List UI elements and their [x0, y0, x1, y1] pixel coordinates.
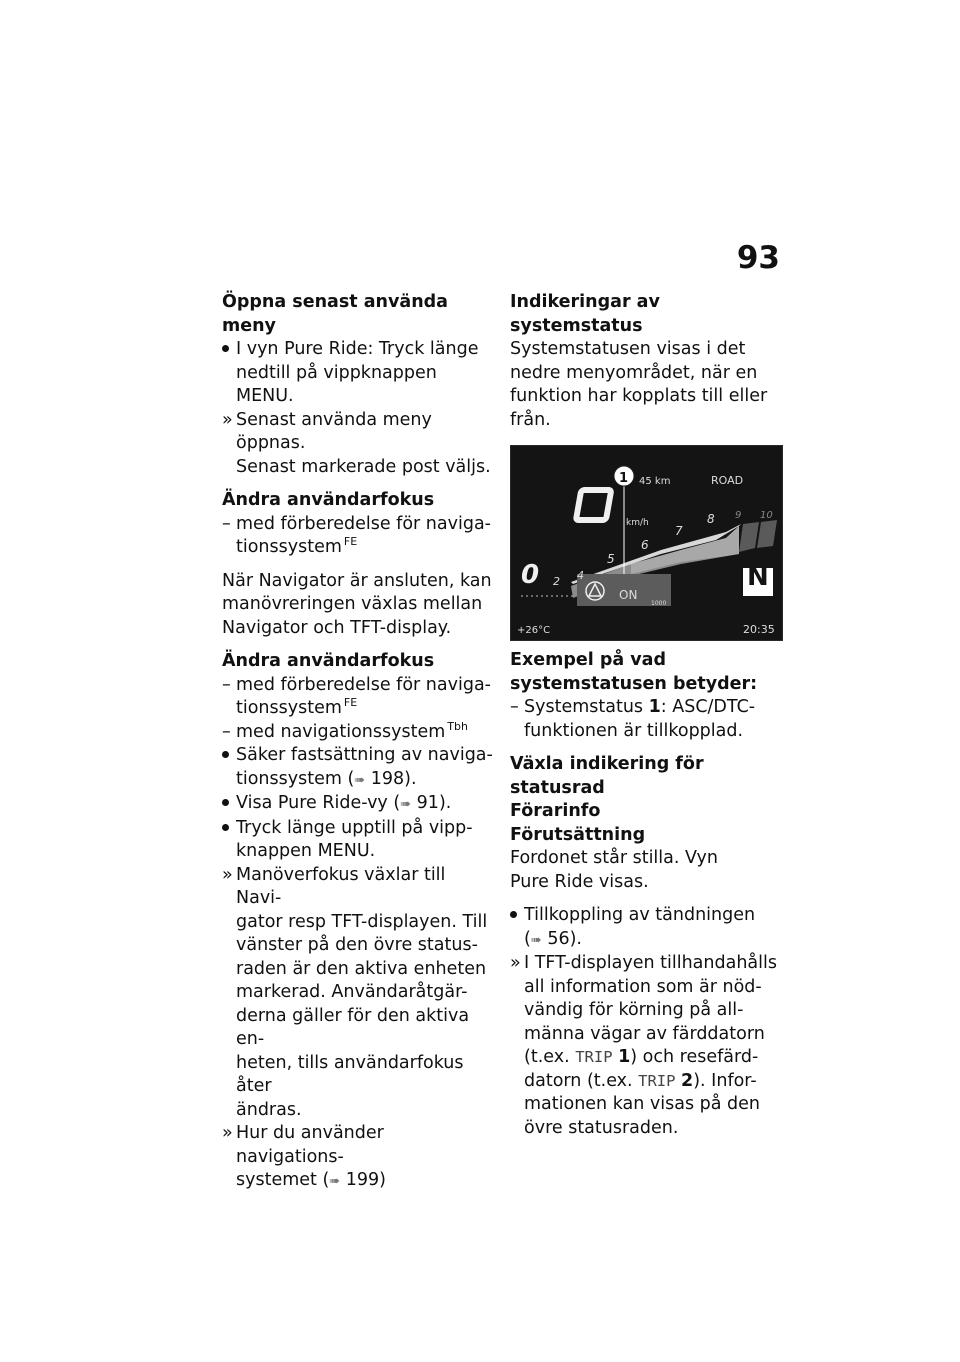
result-item: » Senast använda meny öppnas. Senast markerade post väljs. [222, 409, 491, 477]
paragraph-navigator: När Navigator är ansluten, kan manövreringen växlas mellan Navigator och TFT-display. [222, 570, 492, 638]
condition-item: – med förberedelse för naviga- tionssystem $^{FE}$ [222, 674, 491, 718]
bullet-icon [510, 904, 524, 928]
result-arrow-icon: » [510, 953, 521, 973]
step-item: Tryck länge upptill på vipp- knappen MENU. [222, 817, 494, 864]
result-arrow-icon: » [222, 864, 233, 885]
step-item: I vyn Pure Ride: Tryck länge nedtill på vippknappen MENU. [222, 338, 494, 409]
condition-item: – med navigationssystem $^{Tbh}$ [222, 721, 494, 745]
ambient-temperature: +26°C [517, 625, 551, 636]
rev-label-0: 0 [521, 560, 540, 590]
page-reference-link[interactable]: 198). [370, 768, 417, 789]
page-reference-arrow-icon: ➠ [400, 797, 412, 812]
odometer-value: 45 km [639, 476, 671, 487]
right-column [510, 291, 782, 1140]
paragraph-system-status: Systemstatusen visas i det nedre menyområdet, när en funktion har kopplats till eller från. [510, 339, 768, 430]
rev-label-9: 9 [735, 510, 742, 521]
bullet-icon [222, 744, 236, 768]
trip-label: TRIP [575, 1048, 613, 1066]
step-item: Tillkoppling av tändningen (➠ 56). [510, 904, 782, 952]
heading-switch-status-bar: Växla indikering för statusrad Förarinfo Förutsättning [510, 754, 704, 845]
step-item: Säker fastsättning av naviga- tionssystem (➠ 198). [222, 744, 494, 792]
page-reference-link[interactable]: 56). [547, 928, 582, 949]
rev-label-8: 8 [707, 512, 715, 526]
paragraph-precondition: Fordonet står stilla. Vyn Pure Ride visas. [510, 848, 718, 892]
rev-label-4: 4 [577, 569, 584, 582]
dash-icon: – [510, 697, 519, 717]
heading-status-example: Exempel på vad systemstatusen betyder: [510, 650, 758, 694]
speed-unit: km/h [626, 518, 649, 528]
result-arrow-icon: » [222, 409, 233, 430]
result-item: » Hur du använder navigations- systemet (➠ 199) [222, 1123, 387, 1190]
result-item: » Manöverfokus växlar till Navi- gator resp TFT-displayen. Till vänster på den övre status- raden är den aktiva enheten markerad. Användaråtgär- derna gäller för den aktiva en- heten, tills användarfokus åter ändras. [222, 864, 488, 1120]
heading-change-user-focus-2: Ändra användarfokus [222, 651, 435, 671]
page-reference-link[interactable]: 199) [345, 1170, 387, 1190]
bullet-icon [222, 338, 236, 362]
result-arrow-icon: » [222, 1123, 233, 1143]
left-column [222, 291, 494, 1194]
status-on: ON [619, 588, 638, 602]
rev-label-5: 5 [607, 552, 615, 566]
step-item: Visa Pure Ride-vy (➠ 91). [222, 792, 494, 817]
clock-time: 20:35 [743, 623, 775, 636]
heading-change-user-focus: Ändra användarfokus [222, 490, 435, 510]
bullet-icon [222, 817, 236, 841]
rev-label-7: 7 [675, 524, 683, 538]
dash-icon: – [222, 721, 231, 742]
callout-number: 1 [619, 471, 629, 486]
page-number: 93 [736, 240, 780, 276]
rev-label-2: 2 [553, 575, 560, 588]
status-example-item: – Systemstatus 1: ASC/DTC- funktionen är tillkopplad. [510, 697, 756, 741]
result-item: » I TFT-displayen tillhandahålls all information som är nöd- vändig för körning på all- männa vägar av färddatorn (t.ex. TRIP 1) och resefärd- datorn (t.ex. TRIP 2). Infor- mationen kan visas på den övre statusraden. [510, 953, 777, 1138]
page-reference-arrow-icon: ➠ [530, 932, 542, 948]
trip-label: TRIP [638, 1071, 676, 1090]
rev-label-6: 6 [641, 538, 649, 552]
heading-system-status: Indikeringar av systemstatus [510, 292, 660, 336]
riding-mode: ROAD [711, 474, 744, 487]
condition-item: – med förberedelse för naviga- tionssystem $^{FE}$ [222, 513, 491, 557]
small-scale-mark: 1000 [651, 600, 667, 607]
page-reference-link[interactable]: 91). [416, 793, 452, 813]
tft-dashboard-image [510, 445, 783, 641]
dash-icon: – [222, 674, 231, 695]
page-reference-arrow-icon: ➠ [329, 1174, 341, 1189]
gear-indicator: N [747, 562, 769, 592]
page-reference-arrow-icon: ➠ [354, 772, 366, 788]
dash-icon: – [222, 513, 231, 534]
rev-label-10: 10 [760, 510, 773, 521]
bullet-icon [222, 792, 236, 816]
heading-open-last-menu: Öppna senast använda meny [222, 292, 448, 336]
